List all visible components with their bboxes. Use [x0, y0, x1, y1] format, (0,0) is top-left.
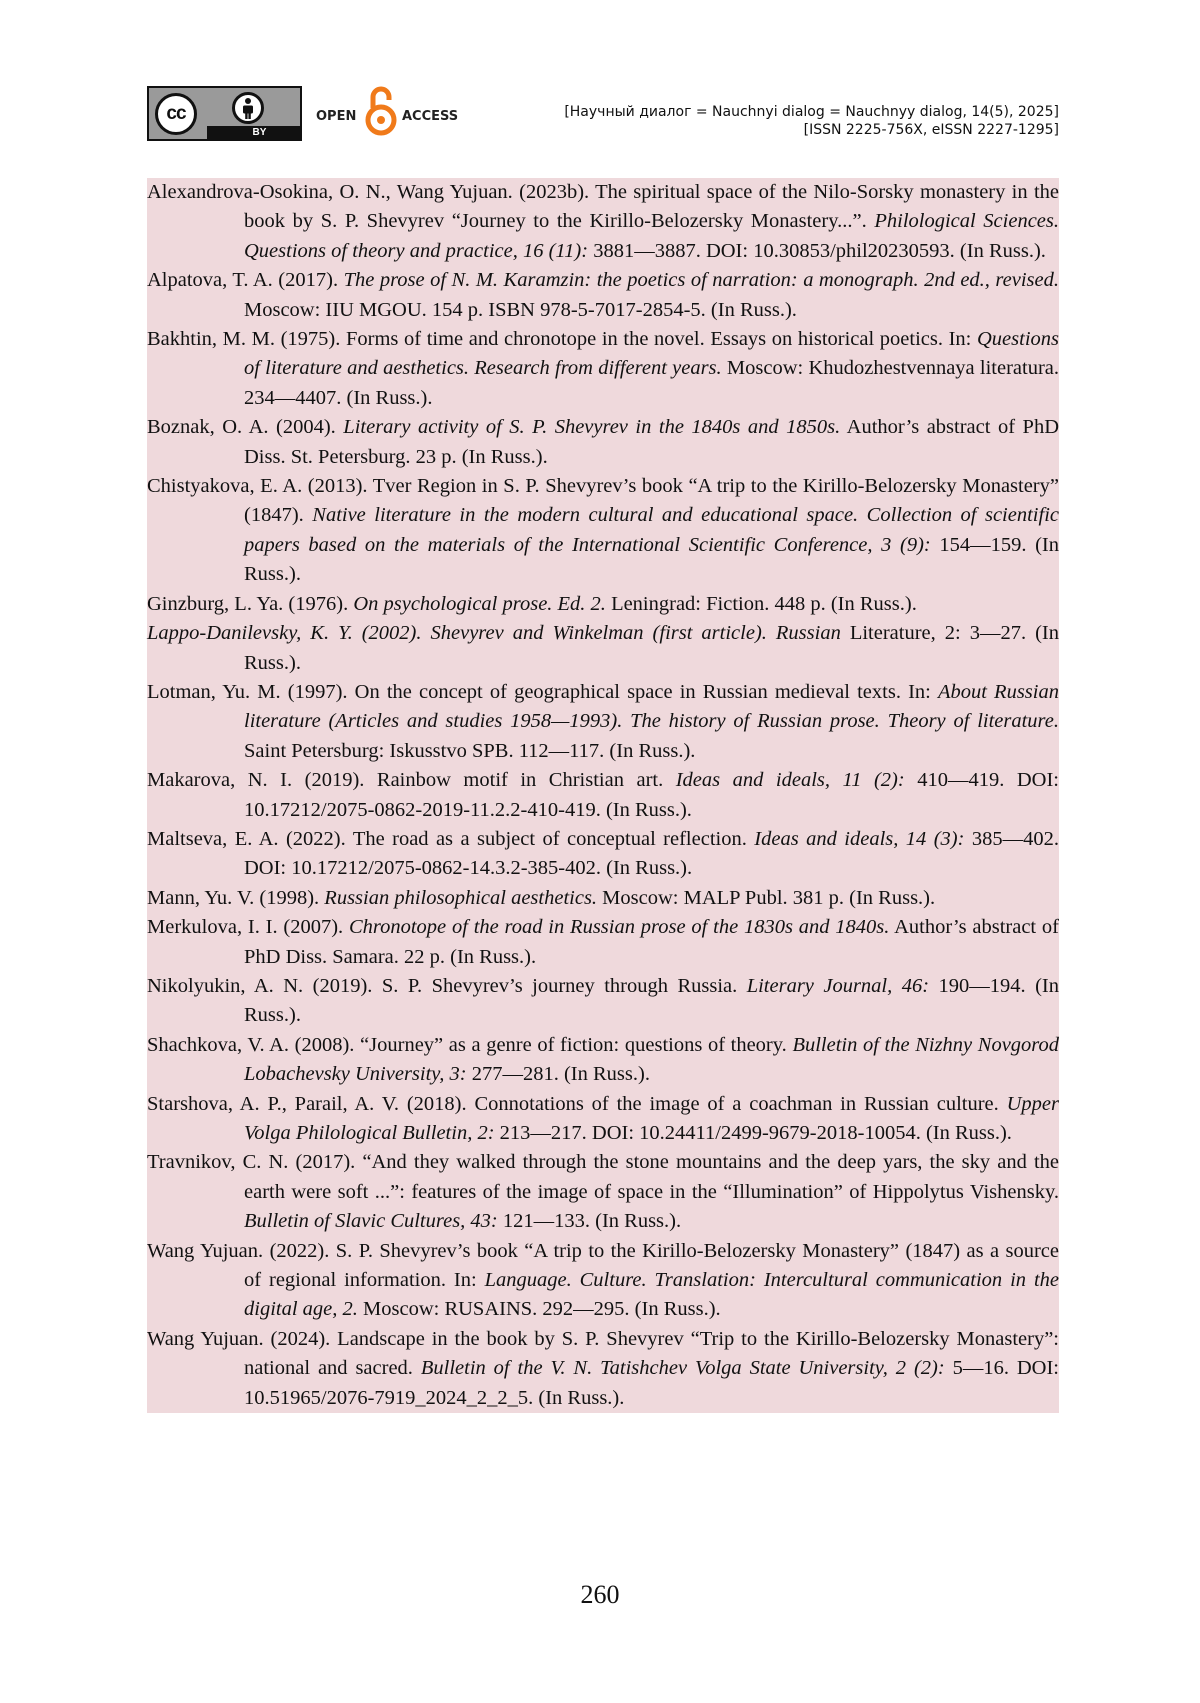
- reference-text-part: Lotman, Yu. M. (1997). On the concept of geographical space in Russian medieval texts. In:: [147, 681, 938, 703]
- reference-entry: [147, 590, 1059, 619]
- reference-text-part: 410—419. DOI: 10.17212/2075-0862-2019-11.2.2-410-419. (In Russ.).: [244, 769, 1059, 820]
- reference-italic-part: Language. Culture. Translation: Intercultural communication in the digital age, 2.: [244, 1269, 1059, 1320]
- reference-entry: [147, 913, 1059, 972]
- reference-italic-part: Questions of literature and aesthetics. Research from different years.: [244, 328, 1059, 379]
- reference-text-part: Shachkova, V. A. (2008). “Journey” as a genre of fiction: questions of theory.: [147, 1034, 792, 1056]
- reference-text-part: Moscow: IIU MGOU. 154 p. ISBN 978-5-7017-2854-5. (In Russ.).: [244, 299, 797, 321]
- reference-text-part: Mann, Yu. V. (1998).: [147, 887, 324, 909]
- reference-italic-part: Bulletin of Slavic Cultures, 43:: [244, 1210, 498, 1232]
- open-lock-icon: [364, 86, 398, 138]
- reference-text-part: 213—217. DOI: 10.24411/2499-9679-2018-10054. (In Russ.).: [495, 1122, 1012, 1144]
- reference-text-part: Chistyakova, E. A. (2013). Tver Region in S. P. Shevyrev’s book “A trip to the Kirillo-Belozersky Monastery” (1847).: [147, 475, 1059, 526]
- reference-text-part: Merkulova, I. I. (2007).: [147, 916, 349, 938]
- by-label: BY: [207, 126, 300, 139]
- reference-entry: [147, 1148, 1059, 1236]
- person-icon-glyph: [239, 97, 257, 121]
- reference-entry: [147, 972, 1059, 1031]
- reference-text-part: 5—16. DOI: 10.51965/2076-7919_2024_2_2_5. (In Russ.).: [244, 1357, 1059, 1408]
- reference-entry: [147, 1090, 1059, 1149]
- reference-italic-part: Ideas and ideals, 11 (2):: [676, 769, 905, 791]
- references-list: [147, 178, 1059, 1413]
- open-access-open-text: OPEN: [316, 109, 356, 124]
- reference-italic-part: Bulletin of the Nizhny Novgorod Lobachevsky University, 3:: [244, 1034, 1059, 1085]
- reference-text-part: Moscow: MALP Publ. 381 p. (In Russ.).: [597, 887, 935, 909]
- reference-entry: [147, 472, 1059, 590]
- reference-text-part: 121—133. (In Russ.).: [498, 1210, 681, 1232]
- reference-entry: [147, 178, 1059, 266]
- reference-text-part: Moscow: RUSAINS. 292—295. (In Russ.).: [358, 1298, 721, 1320]
- page-number: 260: [0, 1580, 1200, 1610]
- reference-entry: [147, 766, 1059, 825]
- reference-text-part: Wang Yujuan. (2022). S. P. Shevyrev’s book “A trip to the Kirillo-Belozersky Monastery” (1847) as a source of regional information. In:: [147, 1240, 1059, 1291]
- reference-entry: [147, 825, 1059, 884]
- reference-text-part: Author’s abstract of PhD Diss. Samara. 22 p. (In Russ.).: [244, 916, 1059, 967]
- reference-text-part: 277—281. (In Russ.).: [467, 1063, 650, 1085]
- reference-text-part: Moscow: Khudozhestvennaya literatura. 234—4407. (In Russ.).: [244, 357, 1059, 408]
- reference-italic-part: Lappo-Danilevsky, K. Y. (2002). Shevyrev and Winkelman (first article). Russian: [147, 622, 841, 644]
- reference-entry: [147, 1031, 1059, 1090]
- reference-text-part: 190—194. (In Russ.).: [244, 975, 1059, 1026]
- reference-italic-part: About Russian literature (Articles and studies 1958—1993). The history of Russian prose. Theory of literature.: [244, 681, 1059, 732]
- person-icon: [232, 92, 264, 124]
- reference-italic-part: Philological Sciences. Questions of theory and practice, 16 (11):: [244, 210, 1059, 261]
- cc-icon-text: cc: [166, 103, 185, 125]
- journal-citation: [Научный диалог = Nauchnyi dialog = Nauchnyy dialog, 14(5), 2025]: [564, 103, 1059, 121]
- open-access-logo: [316, 86, 466, 141]
- cc-icon: [155, 93, 197, 135]
- reference-italic-part: Native literature in the modern cultural and educational space. Collection of scientific papers based on the materials of the International Scientific Conference, 3 (9):: [244, 504, 1059, 555]
- journal-info: [564, 103, 1059, 139]
- reference-entry: [147, 266, 1059, 325]
- reference-text-part: Alpatova, T. A. (2017).: [147, 269, 344, 291]
- reference-text-part: Bakhtin, M. M. (1975). Forms of time and chronotope in the novel. Essays on historical poetics. In:: [147, 328, 977, 350]
- reference-italic-part: Literary activity of S. P. Shevyrev in the 1840s and 1850s.: [343, 416, 840, 438]
- reference-entry: [147, 884, 1059, 913]
- reference-text-part: Author’s abstract of PhD Diss. St. Petersburg. 23 p. (In Russ.).: [244, 416, 1059, 467]
- reference-text-part: Makarova, N. I. (2019). Rainbow motif in Christian art.: [147, 769, 676, 791]
- reference-text-part: Leningrad: Fiction. 448 p. (In Russ.).: [606, 593, 917, 615]
- reference-text-part: Maltseva, E. A. (2022). The road as a subject of conceptual reflection.: [147, 828, 754, 850]
- reference-text-part: 385—402. DOI: 10.17212/2075-0862-14.3.2-385-402. (In Russ.).: [244, 828, 1059, 879]
- reference-text-part: Wang Yujuan. (2024). Landscape in the book by S. P. Shevyrev “Trip to the Kirillo-Belozersky Monastery”: national and sacred.: [147, 1328, 1059, 1379]
- reference-text-part: Starshova, A. P., Parail, A. V. (2018). Connotations of the image of a coachman in Russian culture.: [147, 1093, 1007, 1115]
- reference-entry: [147, 678, 1059, 766]
- reference-italic-part: Literary Journal, 46:: [747, 975, 929, 997]
- reference-entry: [147, 325, 1059, 413]
- reference-text-part: 3881—3887. DOI: 10.30853/phil20230593. (In Russ.).: [588, 240, 1046, 262]
- reference-text-part: Literature, 2: 3—27. (In Russ.).: [244, 622, 1059, 673]
- reference-italic-part: Bulletin of the V. N. Tatishchev Volga State University, 2 (2):: [421, 1357, 945, 1379]
- reference-text-part: Saint Petersburg: Iskusstvo SPB. 112—117. (In Russ.).: [244, 740, 695, 762]
- reference-entry: [147, 413, 1059, 472]
- cc-by-license-badge[interactable]: [147, 86, 302, 141]
- journal-issn: [ISSN 2225-756X, eISSN 2227-1295]: [564, 121, 1059, 139]
- reference-entry: [147, 1237, 1059, 1325]
- reference-text-part: Boznak, O. A. (2004).: [147, 416, 343, 438]
- reference-text-part: Alexandrova-Osokina, O. N., Wang Yujuan. (2023b). The spiritual space of the Nilo-Sorsky monastery in the book by S. P. Shevyrev “Journey to the Kirillo-Belozersky Monastery...”.: [147, 181, 1059, 232]
- reference-italic-part: Russian philosophical aesthetics.: [324, 887, 597, 909]
- reference-text-part: Ginzburg, L. Ya. (1976).: [147, 593, 353, 615]
- reference-text-part: 154—159. (In Russ.).: [244, 534, 1059, 585]
- reference-italic-part: Upper Volga Philological Bulletin, 2:: [244, 1093, 1059, 1144]
- reference-italic-part: Ideas and ideals, 14 (3):: [754, 828, 964, 850]
- reference-text-part: Travnikov, C. N. (2017). “And they walked through the stone mountains and the deep yars, the sky and the earth were soft ...”: features of the image of space in the “Illumination” of Hippolytus Vishensky.: [147, 1151, 1059, 1202]
- reference-entry: [147, 1325, 1059, 1413]
- reference-text-part: Nikolyukin, A. N. (2019). S. P. Shevyrev’s journey through Russia.: [147, 975, 747, 997]
- open-access-access-text: ACCESS: [402, 109, 458, 124]
- reference-italic-part: Chronotope of the road in Russian prose of the 1830s and 1840s.: [349, 916, 889, 938]
- page-header: [147, 86, 1059, 146]
- reference-entry: [147, 619, 1059, 678]
- reference-italic-part: On psychological prose. Ed. 2.: [353, 593, 606, 615]
- reference-italic-part: The prose of N. M. Karamzin: the poetics of narration: a monograph. 2nd ed., revised.: [344, 269, 1059, 291]
